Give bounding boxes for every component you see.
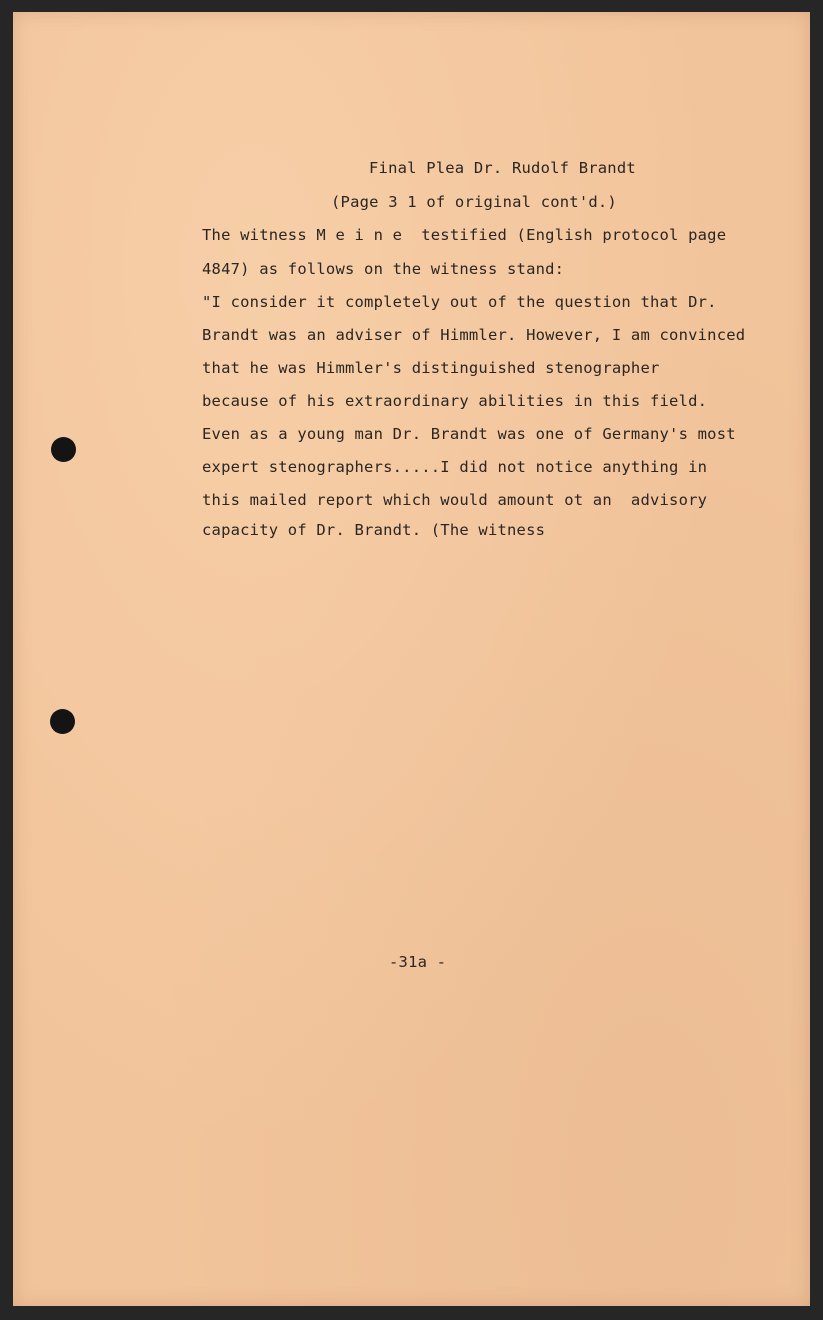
body-line: The witness M e i n e testified (English protocol page [202, 226, 727, 244]
punch-hole [50, 709, 75, 734]
punch-hole [51, 437, 76, 462]
page-number: -31a - [389, 953, 447, 971]
body-line: "I consider it completely out of the question that Dr. [202, 293, 717, 311]
document-subtitle: (Page 3 1 of original cont'd.) [331, 193, 617, 211]
body-line: capacity of Dr. Brandt. (The witness [202, 521, 546, 539]
body-line: this mailed report which would amount ot an advisory [202, 491, 708, 509]
body-line: Even as a young man Dr. Brandt was one of Germany's most [202, 425, 736, 443]
document-page [13, 12, 810, 1306]
body-line: because of his extraordinary abilities in this field. [202, 392, 708, 410]
body-line: that he was Himmler's distinguished stenographer [202, 359, 660, 377]
document-title: Final Plea Dr. Rudolf Brandt [369, 159, 636, 177]
body-line: Brandt was an adviser of Himmler. However, I am convinced [202, 326, 746, 344]
body-line: expert stenographers.....I did not notice anything in [202, 458, 708, 476]
body-line: 4847) as follows on the witness stand: [202, 260, 565, 278]
